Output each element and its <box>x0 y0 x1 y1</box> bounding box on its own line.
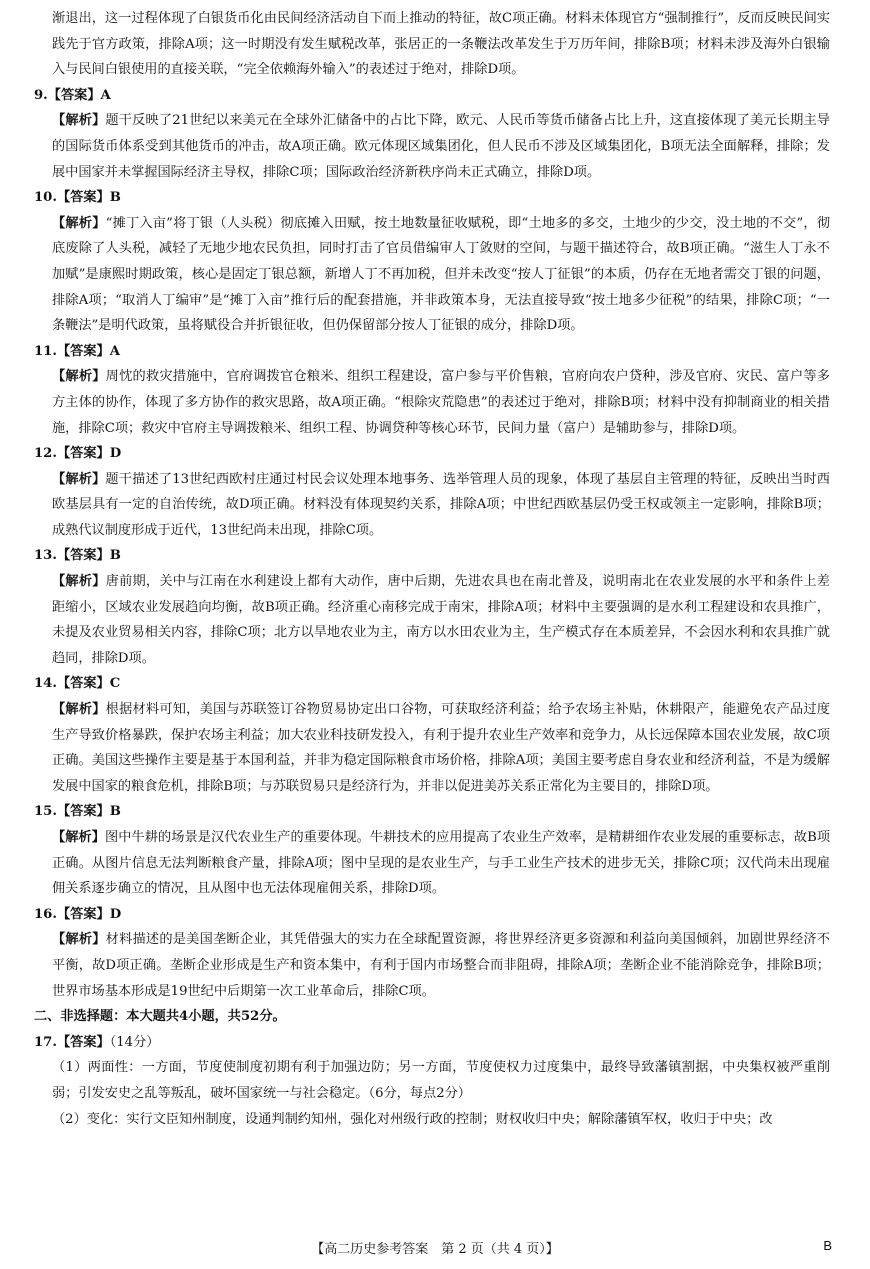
question-number: 11. <box>34 343 57 359</box>
paper-version-letter: B <box>823 1238 832 1253</box>
analysis-paragraph <box>52 211 830 339</box>
analysis-text: 根据材料可知，美国与苏联签订谷物贸易协定出口谷物，可获取经济利益；给予农场主补贴，休耕限产，能避免农产品过度生产导致价格暴跌，保护农场主利益；加大农业科技研发投入，有利于提升农业生产效率和竞争力，从长远保障本国农业发展，故C项正确。美国这些操作主要是基于本国利益，并非为稳定国际粮食市场价格，排除A项；美国主要考虑自身农业和经济利益，不是为缓解发展中国家的粮食危机，排除B项；与苏联贸易只是经济行为，并非以促进美苏关系正常化为主要目的，排除D项。 <box>52 702 830 794</box>
intro-paragraph: 渐退出，这一过程体现了白银货币化由民间经济活动自下而上推动的特征，故C项正确。材料未体现官方“强制推行”，反而反映民间实践先于官方政策，排除A项；这一时期没有发生赋税改革，张居正的一条鞭法改革发生于万历年间，排除B项；材料未涉及海外白银输入与民间白银使用的直接关联，“完全依赖海外输入”的表述过于绝对，排除D项。 <box>52 11 830 78</box>
page-footer: 【高二历史参考答案 第 2 页（共 4 页）】 <box>311 1242 559 1257</box>
answer-tag: 【答案】 <box>56 446 110 462</box>
answer-tag: 【答案】 <box>56 343 110 359</box>
analysis-paragraph <box>52 697 830 799</box>
answer-head <box>34 441 830 467</box>
answer-head <box>34 799 830 825</box>
analysis-tag: 【解析】 <box>52 574 106 590</box>
answer-tag: 【答案】 <box>47 87 101 103</box>
answer-head <box>34 339 830 365</box>
analysis-text: 唐前期，关中与江南在水利建设上都有大动作，唐中后期，先进农具也在南北普及，说明南北在农业发展的水平和条件上差距缩小，区域农业发展趋向均衡，故B项正确。经济重心南移完成于南宋，排除A项；材料中主要强调的是水利工程建设和农具推广，未提及农业贸易相关内容，排除C项；北方以旱地农业为主，南方以水田农业为主，生产模式存在本质差异，不会因水利和农具推广就趋同，排除D项。 <box>52 574 830 666</box>
analysis-text: 材料描述的是美国垄断企业，其凭借强大的实力在全球配置资源，将世界经济更多资源和利益向美国倾斜，加剧世界经济不平衡，故D项正确。垄断企业形成是生产和资本集中，有利于国内市场整合而非阻碍，排除A项；垄断企业不能消除竞争，排除B项；世界市场基本形成是19世纪中后期第一次工业革命后，排除C项。 <box>52 932 830 999</box>
analysis-paragraph <box>52 108 830 185</box>
answer-letter: A <box>100 87 111 103</box>
analysis-text: 周忱的救灾措施中，官府调拨官仓粮米、组织工程建设，富户参与平价售粮，官府向农户贷种，涉及官府、灾民、富户等多方主体的协作，体现了多方协作的救灾思路，故A项正确。“根除灾荒隐患”的表述过于绝对，排除B项；材料中没有抑制商业的相关措施，排除C项；救灾中官府主导调拨粮米、组织工程、协调贷种等核心环节，民间力量（富户）是辅助参与，排除D项。 <box>52 369 830 436</box>
q17-score: （14分） <box>109 1034 160 1050</box>
question-number: 13. <box>34 548 57 564</box>
question-number: 15. <box>34 804 57 820</box>
q17-number: 17. <box>34 1034 57 1050</box>
analysis-tag: 【解析】 <box>52 932 106 948</box>
analysis-paragraph <box>52 569 830 671</box>
answer-letter: C <box>109 676 121 692</box>
answer-head <box>34 83 830 109</box>
answer-letter: D <box>109 906 122 922</box>
question-number: 10. <box>34 190 57 206</box>
answer-letter: B <box>109 548 121 564</box>
q17-answer-tag: 【答案】 <box>56 1034 110 1050</box>
answer-tag: 【答案】 <box>56 676 110 692</box>
answer-letter: B <box>109 804 121 820</box>
answer-head <box>34 185 830 211</box>
analysis-paragraph <box>52 467 830 544</box>
analysis-paragraph <box>52 927 830 1004</box>
analysis-text: 图中牛耕的场景是汉代农业生产的重要体现。牛耕技术的应用提高了农业生产效率，是精耕细作农业发展的重要标志，故B项正确。从图片信息无法判断粮食产量，排除A项；图中呈现的是农业生产，与手工业生产技术的进步无关，排除C项；汉代尚未出现雇佣关系逐步确立的情况，且从图中也无法体现雇佣关系，排除D项。 <box>52 830 831 897</box>
q17-part1: （1）两面性：一方面，节度使制度初期有利于加强边防；另一方面，节度使权力过度集中，最终导致藩镇割据，中央集权被严重削弱；引发安史之乱等叛乱，破坏国家统一与社会稳定。（6分，每点2分） <box>52 1060 830 1101</box>
answer-tag: 【答案】 <box>56 190 110 206</box>
q17-part2: （2）变化：实行文臣知州制度，设通判制约知州，强化对州级行政的控制；财权收归中央；解除藩镇军权，收归于中央；改 <box>52 1111 773 1127</box>
answer-letter: D <box>109 446 122 462</box>
analysis-paragraph <box>52 825 830 902</box>
answer-letter: A <box>109 343 120 359</box>
answer-items <box>34 83 831 1004</box>
analysis-tag: 【解析】 <box>52 369 106 385</box>
q17-answer-head <box>34 1030 830 1056</box>
analysis-tag: 【解析】 <box>52 113 106 129</box>
analysis-tag: 【解析】 <box>52 702 106 718</box>
analysis-tag: 【解析】 <box>52 471 106 487</box>
question-number: 12. <box>34 446 57 462</box>
analysis-tag: 【解析】 <box>52 830 105 845</box>
question-number: 9. <box>34 87 48 103</box>
question-number: 14. <box>34 676 57 692</box>
answer-tag: 【答案】 <box>56 804 110 820</box>
answer-head <box>34 902 830 928</box>
answer-letter: B <box>109 190 121 206</box>
analysis-text: 题干描述了13世纪西欧村庄通过村民会议处理本地事务、选举管理人员的现象，体现了基层自主管理的特征，反映出当时西欧基层具有一定的自治传统，故D项正确。材料没有体现契约关系，排除A项；中世纪西欧基层仍受王权或领主一定影响，排除B项；成熟代议制度形成于近代，13世纪尚未出现，排除C项。 <box>52 471 830 538</box>
analysis-tag: 【解析】 <box>52 215 106 231</box>
answer-tag: 【答案】 <box>56 906 110 922</box>
question-number: 16. <box>34 906 57 922</box>
answer-head <box>34 671 830 697</box>
analysis-text: “摊丁入亩”将丁银（人头税）彻底摊入田赋，按土地数量征收赋税，即“土地多的多交，土地少的少交，没土地的不交”，彻底废除了人头税，减轻了无地少地农民负担，同时打击了官员借编审人丁敛财的空间，与题干描述符合，故B项正确。“滋生人丁永不加赋”是康熙时期政策，核心是固定丁银总额，新增人丁不再加税，但并未改变“按人丁征银”的本质，仍存在无地者需交丁银的问题，排除A项；“取消人丁编审”是“摊丁入亩”推行后的配套措施，并非政策本身，无法直接导致“按土地多少征税”的结果，排除C项；“一条鞭法”是明代政策，虽将赋役合并折银征收，但仍保留部分按人丁征银的成分，排除D项。 <box>52 215 831 334</box>
section-heading: 二、非选择题：本大题共4小题，共52分。 <box>34 1009 286 1025</box>
analysis-text: 题干反映了21世纪以来美元在全球外汇储备中的占比下降，欧元、人民币等货币储备占比上升，这直接体现了美元长期主导的国际货币体系受到其他货币的冲击，故A项正确。欧元体现区域集团化，但人民币不涉及区域集团化，B项无法全面解释，排除；发展中国家并未掌握国际经济主导权，排除C项；国际政治经济新秩序尚未正式确立，排除D项。 <box>52 113 830 180</box>
analysis-paragraph <box>52 364 830 441</box>
answer-head <box>34 543 830 569</box>
answer-tag: 【答案】 <box>56 548 110 564</box>
